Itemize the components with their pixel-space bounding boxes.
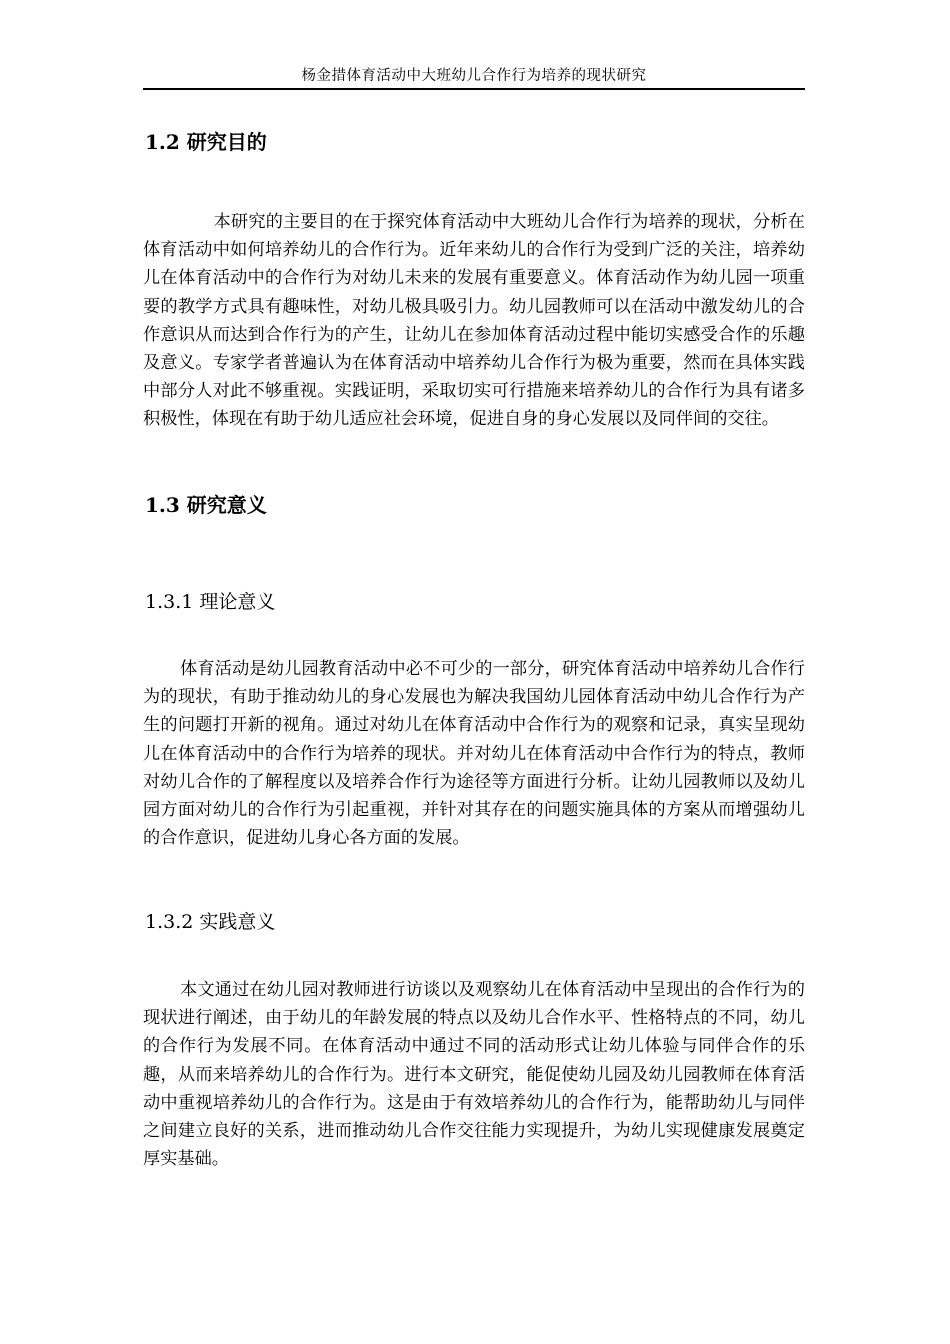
practical-significance-paragraph: 本文通过在幼儿园对教师进行访谈以及观察幼儿在体育活动中呈现出的合作行为的现状进行阐述，由于幼儿的年龄发展的特点以及幼儿合作水平、性格特点的不同，幼儿的合作行为发展不同。在体育活动中通过不同的活动形式让幼儿体验与同伴合作的乐趣，从而来培养幼儿的合作行为。进行本文研究，能促使幼儿园及幼儿园教师在体育活动中重视培养幼儿的合作行为。这是由于有效培养幼儿的合作行为，能帮助幼儿与同伴之间建立良好的关系，进而推动幼儿合作交往能力实现提升，为幼儿实现健康发展奠定厚实基础。 <box>143 980 805 1170</box>
research-purpose-paragraph: 本研究的主要目的在于探究体育活动中大班幼儿合作行为培养的现状，分析在体育活动中如何培养幼儿的合作行为。近年来幼儿的合作行为受到广泛的关注，培养幼儿在体育活动中的合作行为对幼儿未来的发展有重要意义。体育活动作为幼儿园一项重要的教学方式具有趣味性，对幼儿极具吸引力。幼儿园教师可以在活动中激发幼儿的合作意识从而达到合作行为的产生，让幼儿在参加体育活动过程中能切实感受合作的乐趣及意义。专家学者普遍认为在体育活动中培养幼儿合作行为极为重要，然而在具体实践中部分人对此不够重视。实践证明，采取切实可行措施来培养幼儿的合作行为具有诸多积极性，体现在有助于幼儿适应社会环境，促进自身的身心发展以及同伴间的交往。 <box>143 212 805 430</box>
page-header: 杨金措体育活动中大班幼儿合作行为培养的现状研究 <box>301 68 647 84</box>
section-heading-research-significance: 1.3 研究意义 <box>145 493 267 517</box>
section-heading-research-purpose: 1.2 研究目的 <box>145 130 267 154</box>
header-divider <box>143 88 805 90</box>
theoretical-significance-paragraph: 体育活动是幼儿园教育活动中必不可少的一部分，研究体育活动中培养幼儿合作行为的现状，有助于推动幼儿的身心发展也为解决我国幼儿园体育活动中幼儿合作行为产生的问题打开新的视角。通过对幼儿在体育活动中合作行为的观察和记录，真实呈现幼儿在体育活动中的合作行为培养的现状。并对幼儿在体育活动中合作行为的特点，教师对幼儿合作的了解程度以及培养合作行为途径等方面进行分析。让幼儿园教师以及幼儿园方面对幼儿的合作行为引起重视，并针对其存在的问题实施具体的方案从而增强幼儿的合作意识，促进幼儿身心各方面的发展。 <box>143 659 805 849</box>
subsection-heading-practical-significance: 1.3.2 实践意义 <box>145 911 276 933</box>
subsection-heading-theoretical-significance: 1.3.1 理论意义 <box>145 591 276 613</box>
